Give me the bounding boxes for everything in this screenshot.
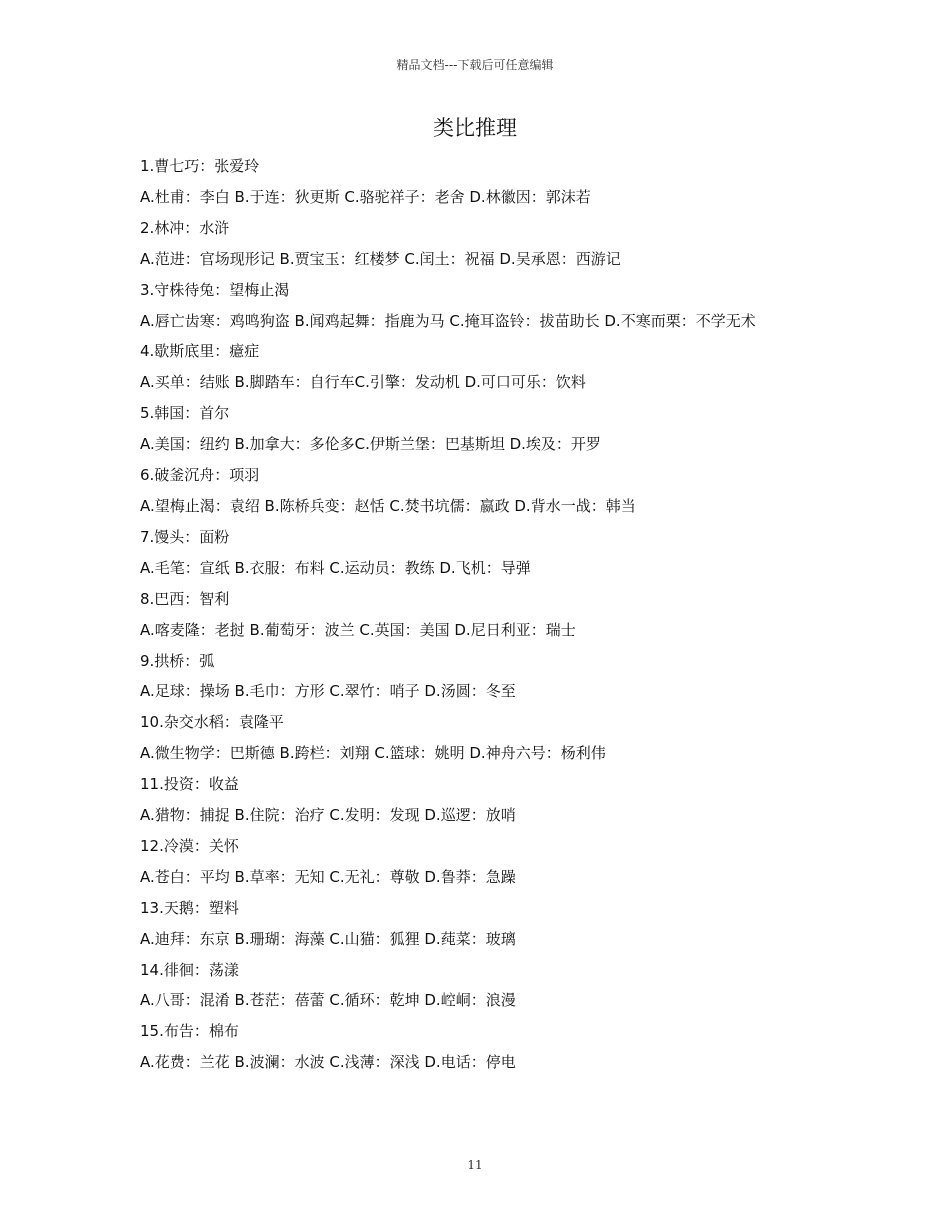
question-3: 3.守株待兔：望梅止渴 — [140, 280, 290, 299]
options-2: A.范进：官场现形记 B.贾宝玉：红楼梦 C.闰土：祝福 D.吴承恩：西游记 — [140, 249, 621, 268]
options-10: A.微生物学：巴斯德 B.跨栏：刘翔 C.篮球：姚明 D.神舟六号：杨利伟 — [140, 744, 606, 763]
question-2: 2.林冲：水浒 — [140, 218, 230, 237]
question-4: 4.歇斯底里：癔症 — [140, 342, 260, 361]
options-11: A.猎物：捕捉 B.住院：治疗 C.发明：发现 D.巡逻：放哨 — [140, 806, 516, 825]
options-9: A.足球：操场 B.毛巾：方形 C.翠竹：哨子 D.汤圆：冬至 — [140, 682, 516, 701]
options-1: A.杜甫：李白 B.于连：狄更斯 C.骆驼祥子：老舍 D.林徽因：郭沫若 — [140, 187, 591, 206]
question-6: 6.破釜沉舟：项羽 — [140, 466, 260, 485]
question-11: 11.投资：收益 — [140, 775, 239, 794]
question-8: 8.巴西：智利 — [140, 589, 230, 608]
options-15: A.花费：兰花 B.波澜：水波 C.浅薄：深浅 D.电话：停电 — [140, 1053, 516, 1072]
options-4: A.买单：结账 B.脚踏车：自行车C.引擎：发动机 D.可口可乐：饮料 — [140, 373, 586, 392]
options-14: A.八哥：混淆 B.苍茫：蓓蕾 C.循环：乾坤 D.崆峒：浪漫 — [140, 991, 516, 1010]
page-number: 11 — [467, 1158, 483, 1172]
question-5: 5.韩国：首尔 — [140, 404, 230, 423]
options-6: A.望梅止渴：袁绍 B.陈桥兵变：赵恬 C.焚书坑儒：嬴政 D.背水一战：韩当 — [140, 496, 636, 515]
question-list — [140, 151, 830, 1078]
options-5: A.美国：纽约 B.加拿大：多伦多C.伊斯兰堡：巴基斯坦 D.埃及：开罗 — [140, 435, 601, 454]
options-12: A.苍白：平均 B.草率：无知 C.无礼：尊敬 D.鲁莽：急躁 — [140, 867, 516, 886]
question-9: 9.拱桥：弧 — [140, 651, 215, 670]
options-13: A.迪拜：东京 B.珊瑚：海藻 C.山猫：狐狸 D.莼菜：玻璃 — [140, 929, 516, 948]
question-7: 7.馒头：面粉 — [140, 527, 230, 546]
page-header: 精品文档---下载后可任意编辑 — [396, 58, 554, 72]
question-12: 12.冷漠：关怀 — [140, 836, 239, 855]
options-3: A.唇亡齿寒：鸡鸣狗盗 B.闻鸡起舞：指鹿为马 C.掩耳盗铃：拔苗助长 D.不寒而栗：不学无术 — [140, 311, 756, 330]
document-title: 类比推理 — [433, 116, 517, 140]
question-10: 10.杂交水稻：袁隆平 — [140, 713, 284, 732]
question-13: 13.天鹅：塑料 — [140, 898, 239, 917]
question-1: 1.曹七巧：张爱玲 — [140, 157, 260, 175]
options-7: A.毛笔：宣纸 B.衣服：布料 C.运动员：教练 D.飞机：导弹 — [140, 558, 531, 577]
options-8: A.喀麦隆：老挝 B.葡萄牙：波兰 C.英国：美国 D.尼日利亚：瑞士 — [140, 620, 576, 639]
question-15: 15.布告：棉布 — [140, 1022, 239, 1041]
question-14: 14.徘徊：荡漾 — [140, 960, 239, 979]
